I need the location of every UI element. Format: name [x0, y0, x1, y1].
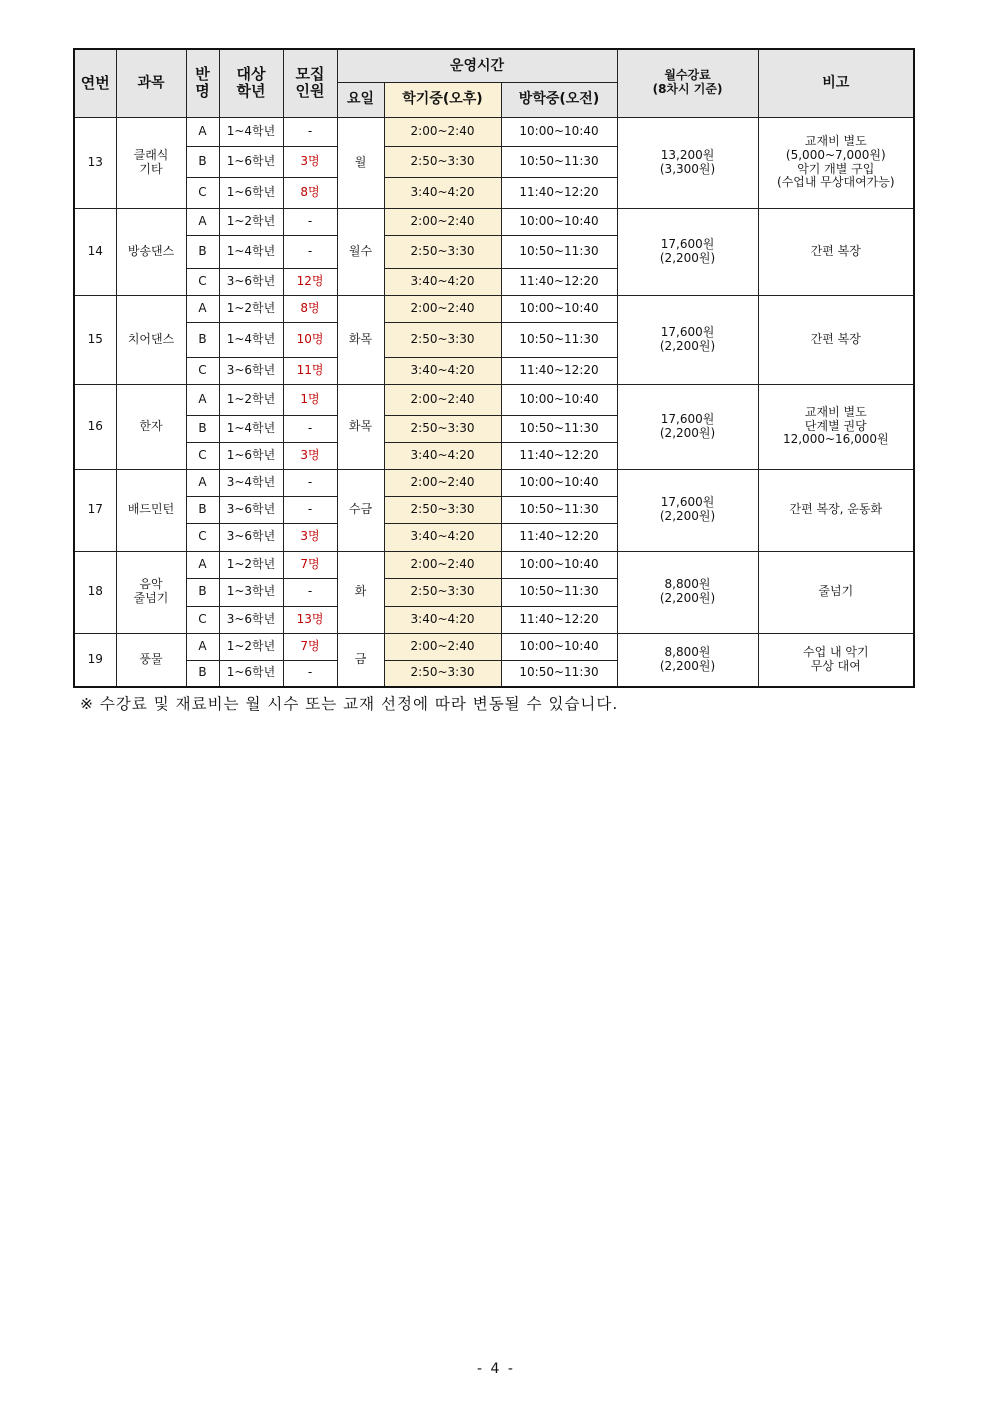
table-row [74, 117, 914, 146]
subject-name: 치어댄스 [116, 295, 186, 384]
vacation-time: 10:00~10:40 [501, 633, 617, 660]
vacation-time: 10:00~10:40 [501, 208, 617, 235]
recruit-count: 8명 [283, 295, 337, 322]
target-grade: 1~2학년 [219, 551, 283, 578]
term-time: 3:40~4:20 [384, 523, 501, 551]
footnote: ※ 수강료 및 재료비는 월 시수 또는 교재 선정에 따라 변동될 수 있습니다. [80, 695, 619, 713]
class-name: B [186, 496, 219, 523]
subject-no: 13 [74, 117, 116, 208]
vacation-time: 10:50~11:30 [501, 578, 617, 606]
term-time: 2:00~2:40 [384, 551, 501, 578]
subject-no: 17 [74, 469, 116, 551]
term-time: 2:50~3:30 [384, 660, 501, 687]
vacation-time: 11:40~12:20 [501, 177, 617, 208]
vacation-time: 10:00~10:40 [501, 384, 617, 415]
target-grade: 1~4학년 [219, 117, 283, 146]
operation-day: 화목 [337, 295, 384, 384]
class-name: A [186, 208, 219, 235]
class-name: C [186, 268, 219, 295]
monthly-fee: 17,600원 (2,200원) [617, 295, 758, 384]
term-time: 2:50~3:30 [384, 146, 501, 177]
target-grade: 1~6학년 [219, 660, 283, 687]
class-name: A [186, 633, 219, 660]
class-name: B [186, 578, 219, 606]
class-name: A [186, 551, 219, 578]
class-name: A [186, 469, 219, 496]
target-grade: 1~4학년 [219, 322, 283, 357]
header-fee: 월수강료 (8차시 기준) [617, 49, 758, 117]
table-row [74, 551, 914, 578]
term-time: 3:40~4:20 [384, 268, 501, 295]
vacation-time: 10:00~10:40 [501, 295, 617, 322]
note-text: 간편 복장 [758, 208, 914, 295]
term-time: 2:50~3:30 [384, 322, 501, 357]
vacation-time: 11:40~12:20 [501, 606, 617, 633]
operation-day: 화목 [337, 384, 384, 469]
recruit-count: 13명 [283, 606, 337, 633]
monthly-fee: 8,800원 (2,200원) [617, 633, 758, 687]
class-name: C [186, 523, 219, 551]
program-schedule-table [73, 48, 915, 688]
target-grade: 1~4학년 [219, 415, 283, 442]
vacation-time: 10:50~11:30 [501, 146, 617, 177]
term-time: 2:00~2:40 [384, 469, 501, 496]
class-name: B [186, 146, 219, 177]
class-name: B [186, 660, 219, 687]
target-grade: 1~6학년 [219, 442, 283, 469]
class-name: A [186, 295, 219, 322]
class-name: C [186, 606, 219, 633]
recruit-count: 1명 [283, 384, 337, 415]
subject-name: 풍물 [116, 633, 186, 687]
subject-no: 14 [74, 208, 116, 295]
vacation-time: 10:50~11:30 [501, 235, 617, 268]
recruit-count: - [283, 117, 337, 146]
recruit-count: 3명 [283, 146, 337, 177]
term-time: 2:50~3:30 [384, 415, 501, 442]
operation-day: 수금 [337, 469, 384, 551]
vacation-time: 10:00~10:40 [501, 469, 617, 496]
note-text: 교재비 별도 단계별 권당 12,000~16,000원 [758, 384, 914, 469]
term-time: 3:40~4:20 [384, 606, 501, 633]
header-no: 연번 [74, 49, 116, 117]
vacation-time: 10:50~11:30 [501, 496, 617, 523]
recruit-count: - [283, 578, 337, 606]
target-grade: 1~6학년 [219, 146, 283, 177]
target-grade: 1~6학년 [219, 177, 283, 208]
table-row [74, 295, 914, 322]
recruit-count: - [283, 469, 337, 496]
vacation-time: 11:40~12:20 [501, 357, 617, 384]
term-time: 2:00~2:40 [384, 117, 501, 146]
target-grade: 1~2학년 [219, 633, 283, 660]
header-day: 요일 [337, 82, 384, 117]
class-name: B [186, 415, 219, 442]
term-time: 3:40~4:20 [384, 177, 501, 208]
recruit-count: - [283, 208, 337, 235]
table-row [74, 633, 914, 660]
header-vacation: 방학중(오전) [501, 82, 617, 117]
table-body [74, 117, 914, 687]
term-time: 2:50~3:30 [384, 496, 501, 523]
term-time: 3:40~4:20 [384, 442, 501, 469]
target-grade: 1~2학년 [219, 295, 283, 322]
recruit-count: - [283, 660, 337, 687]
target-grade: 3~6학년 [219, 496, 283, 523]
subject-name: 방송댄스 [116, 208, 186, 295]
header-target: 대상 학년 [219, 49, 283, 117]
target-grade: 3~4학년 [219, 469, 283, 496]
target-grade: 1~2학년 [219, 384, 283, 415]
term-time: 2:00~2:40 [384, 633, 501, 660]
term-time: 2:00~2:40 [384, 384, 501, 415]
class-name: A [186, 117, 219, 146]
monthly-fee: 17,600원 (2,200원) [617, 469, 758, 551]
subject-name: 음악 줄넘기 [116, 551, 186, 633]
subject-no: 19 [74, 633, 116, 687]
subject-no: 15 [74, 295, 116, 384]
monthly-fee: 17,600원 (2,200원) [617, 384, 758, 469]
recruit-count: 7명 [283, 551, 337, 578]
recruit-count: 11명 [283, 357, 337, 384]
note-text: 간편 복장 [758, 295, 914, 384]
table-row [74, 469, 914, 496]
target-grade: 1~2학년 [219, 208, 283, 235]
header-subject: 과목 [116, 49, 186, 117]
subject-no: 18 [74, 551, 116, 633]
operation-day: 월 [337, 117, 384, 208]
header-class: 반 명 [186, 49, 219, 117]
note-text: 줄넘기 [758, 551, 914, 633]
term-time: 2:00~2:40 [384, 208, 501, 235]
class-name: C [186, 442, 219, 469]
note-text: 수업 내 악기 무상 대여 [758, 633, 914, 687]
class-name: C [186, 357, 219, 384]
note-text: 교재비 별도 (5,000~7,000원) 악기 개별 구입 (수업내 무상대여가능) [758, 117, 914, 208]
vacation-time: 10:50~11:30 [501, 660, 617, 687]
header-recruit: 모집 인원 [283, 49, 337, 117]
subject-name: 클래식 기타 [116, 117, 186, 208]
class-name: C [186, 177, 219, 208]
term-time: 3:40~4:20 [384, 357, 501, 384]
class-name: A [186, 384, 219, 415]
subject-name: 한자 [116, 384, 186, 469]
recruit-count: - [283, 415, 337, 442]
target-grade: 1~3학년 [219, 578, 283, 606]
monthly-fee: 8,800원 (2,200원) [617, 551, 758, 633]
vacation-time: 11:40~12:20 [501, 442, 617, 469]
target-grade: 1~4학년 [219, 235, 283, 268]
recruit-count: 10명 [283, 322, 337, 357]
recruit-count: - [283, 235, 337, 268]
vacation-time: 11:40~12:20 [501, 523, 617, 551]
table-row [74, 384, 914, 415]
operation-day: 화 [337, 551, 384, 633]
term-time: 2:50~3:30 [384, 235, 501, 268]
vacation-time: 11:40~12:20 [501, 268, 617, 295]
term-time: 2:00~2:40 [384, 295, 501, 322]
target-grade: 3~6학년 [219, 523, 283, 551]
operation-day: 금 [337, 633, 384, 687]
subject-no: 16 [74, 384, 116, 469]
class-name: B [186, 235, 219, 268]
recruit-count: 3명 [283, 442, 337, 469]
monthly-fee: 13,200원 (3,300원) [617, 117, 758, 208]
page-number: - 4 - [477, 1361, 515, 1377]
vacation-time: 10:00~10:40 [501, 117, 617, 146]
header-term: 학기중(오후) [384, 82, 501, 117]
target-grade: 3~6학년 [219, 268, 283, 295]
header-note: 비고 [758, 49, 914, 117]
target-grade: 3~6학년 [219, 357, 283, 384]
subject-name: 배드민턴 [116, 469, 186, 551]
monthly-fee: 17,600원 (2,200원) [617, 208, 758, 295]
term-time: 2:50~3:30 [384, 578, 501, 606]
table-row [74, 208, 914, 235]
recruit-count: 8명 [283, 177, 337, 208]
vacation-time: 10:50~11:30 [501, 322, 617, 357]
vacation-time: 10:00~10:40 [501, 551, 617, 578]
operation-day: 월수 [337, 208, 384, 295]
vacation-time: 10:50~11:30 [501, 415, 617, 442]
class-name: B [186, 322, 219, 357]
recruit-count: 7명 [283, 633, 337, 660]
recruit-count: 12명 [283, 268, 337, 295]
header-operation: 운영시간 [337, 49, 617, 82]
note-text: 간편 복장, 운동화 [758, 469, 914, 551]
recruit-count: - [283, 496, 337, 523]
recruit-count: 3명 [283, 523, 337, 551]
target-grade: 3~6학년 [219, 606, 283, 633]
